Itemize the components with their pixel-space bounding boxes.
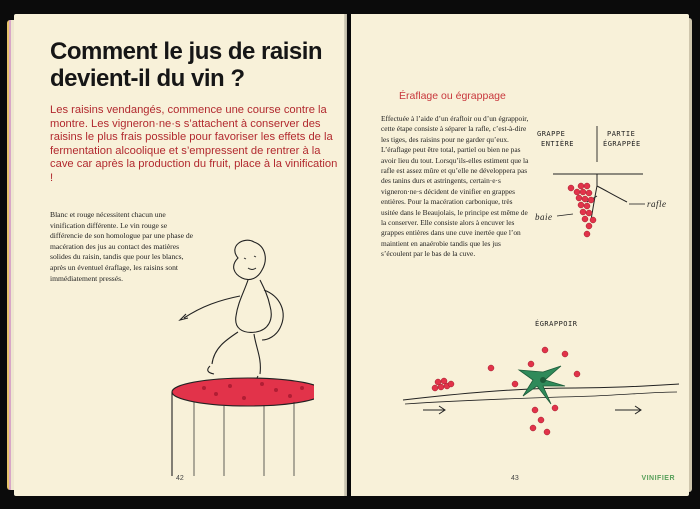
label-destemmed-2: ÉGRAPPÉE [603,140,641,148]
label-stem: rafle [647,199,667,209]
label-whole-bunch-2: ENTIÈRE [541,140,575,148]
label-destemmed-1: PARTIE [607,130,636,138]
page-number-left: 42 [176,475,184,482]
left-page [14,14,347,496]
page-title: Comment le jus de raisin devient-il du vin ? [50,38,323,92]
section-subhead: Éraflage ou égrappage [399,90,506,102]
intro-paragraph: Les raisins vendangés, commence une course contre la montre. Les vigneron·ne·s s’attachent à conserver des raisins le plus frais possible pour favoriser les effets de la fermentation alcoolique et s’empressent de rentrer à la cave car après la production du fruit, place à la vinification ! [50,104,338,184]
label-whole-bunch-1: GRAPPE [537,130,566,138]
page-number-right: 43 [511,475,519,482]
label-berry: baie [535,212,553,222]
right-page [351,14,689,496]
body-paragraph: Blanc et rouge nécessitent chacun une vinification différente. Le vin rouge se différencie de son homologue par une phase de macération des jus au contact des matières solides du raisin, tandis que pour les blancs, après un éventuel éraflage, les raisins sont immédiatement pressés. [50,210,194,283]
grape-treading-illustration [164,236,314,496]
grape-bunch-diagram [531,116,681,256]
destemmer-illustration [395,314,685,444]
body-paragraph-right: Effectuée à l’aide d’un érafloir ou d’un égrappoir, cette étape consiste à séparer la rafle, c’est-à-dire les tiges, des raisins pour ne garder qu’eux. L’éraflage peut être total, partiel ou bien ne pas avoir lieu du tout. Lorsqu’ils-elles estiment que la rafle est assez mûre et qu’elle ne développera pas des tanins durs et astringents, certain·e·s vigneron·ne·s décident de vinifier en grappes entières. Pour la macération carbonique, très usitée dans le Beaujolais, le principe est même de la conserver. Elle consiste alors à encuver les grappes entières dans une cuve inertée que l’on maintient en anaérobie tandis que les jus s’écoulent par le bas de la cuve. [381,114,529,259]
label-destemmer: ÉGRAPPOIR [535,320,578,328]
running-head: VINIFIER [641,475,675,482]
